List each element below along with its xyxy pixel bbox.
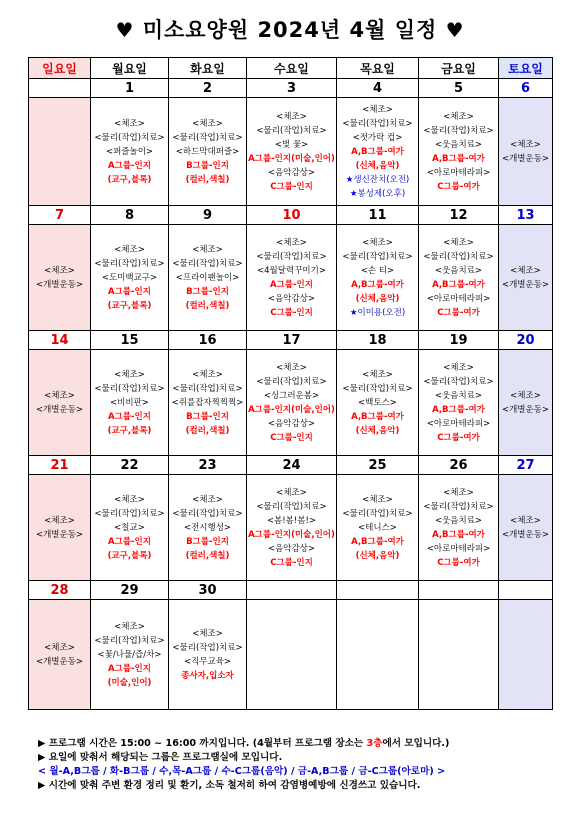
date-row — [29, 206, 553, 225]
date-number: 20 — [499, 331, 553, 350]
schedule-entry: (컬러,색칠) — [185, 425, 230, 436]
schedule-entry: <체조> — [443, 237, 474, 248]
date-number: 15 — [91, 331, 169, 350]
schedule-entry: <물리(작업)치료> — [94, 508, 165, 519]
schedule-entry: (미술,인어) — [107, 677, 152, 688]
schedule-entry: <물리(작업)치료> — [94, 132, 165, 143]
schedule-entry: <개별운동> — [501, 153, 550, 164]
schedule-entry: <체조> — [114, 369, 145, 380]
schedule-entry: <체조> — [443, 362, 474, 373]
schedule-entry: <체조> — [44, 515, 75, 526]
date-number: 24 — [247, 456, 337, 475]
schedule-entry: ★이미용(오전) — [349, 307, 406, 318]
schedule-entry: <물리(작업)치료> — [423, 501, 494, 512]
schedule-entry: ★봉성제(오후) — [349, 188, 406, 199]
schedule-entry: <물리(작업)치료> — [172, 508, 243, 519]
schedule-entry: <직무교육> — [183, 656, 232, 667]
schedule-entry: A그룹-인지 — [108, 286, 151, 297]
schedule-entry: <물리(작업)치료> — [342, 251, 413, 262]
schedule-entry: C그룹-인지 — [270, 181, 313, 192]
date-number: 10 — [247, 206, 337, 225]
schedule-entry: A,B그룹-여가 — [351, 411, 404, 422]
schedule-cell — [247, 600, 337, 710]
schedule-entry: <물리(작업)치료> — [342, 383, 413, 394]
schedule-entry: <개별운동> — [35, 279, 84, 290]
schedule-entry: (교구,블록) — [107, 174, 152, 185]
schedule-entry: C그룹-인지 — [270, 557, 313, 568]
schedule-entry: <테니스> — [358, 522, 397, 533]
schedule-entry: (신체,음악) — [355, 425, 400, 436]
date-number: 3 — [247, 79, 337, 98]
date-number: 13 — [499, 206, 553, 225]
schedule-entry: <물리(작업)치료> — [423, 376, 494, 387]
date-number: 23 — [169, 456, 247, 475]
schedule-row — [29, 98, 553, 206]
schedule-entry: C그룹-인지 — [270, 307, 313, 318]
note-line — [38, 737, 558, 751]
date-number: 17 — [247, 331, 337, 350]
schedule-entry: <봄!봄!봄!> — [266, 515, 317, 526]
schedule-entry: <물리(작업)치료> — [256, 501, 327, 512]
schedule-entry: <음악감상> — [267, 418, 316, 429]
schedule-cell — [419, 98, 499, 206]
schedule-entry: B그룹-인지 — [186, 411, 229, 422]
schedule-entry: <체조> — [510, 390, 541, 401]
schedule-entry: C그룹-인지 — [270, 432, 313, 443]
schedule-cell — [499, 475, 553, 581]
schedule-entry: <젓가락 컵> — [352, 132, 403, 143]
schedule-entry: <개별운동> — [35, 656, 84, 667]
schedule-cell — [91, 475, 169, 581]
schedule-cell — [337, 475, 419, 581]
schedule-entry: <칠교> — [114, 522, 145, 533]
schedule-entry: <전시행성> — [183, 522, 232, 533]
schedule-entry: A그룹-인지 — [108, 536, 151, 547]
schedule-entry: <아로마테라피> — [426, 543, 491, 554]
weekday-header-row — [29, 58, 553, 79]
schedule-entry: (컬러,색칠) — [185, 550, 230, 561]
note-line: ▶ 요일에 맞춰서 해당되는 그룹은 프로그램실에 모입니다. — [38, 752, 283, 763]
schedule-entry: <물리(작업)치료> — [172, 642, 243, 653]
schedule-entry: <체조> — [44, 642, 75, 653]
schedule-entry: (교구,블록) — [107, 300, 152, 311]
schedule-cell — [419, 600, 499, 710]
schedule-entry: <퍼즐놀이> — [105, 146, 154, 157]
weekday-saturday: 토요일 — [499, 58, 553, 79]
schedule-entry: <개별운동> — [501, 279, 550, 290]
schedule-entry: (신체,음악) — [355, 550, 400, 561]
calendar-table — [28, 57, 553, 710]
schedule-entry: <물리(작업)치료> — [342, 118, 413, 129]
schedule-cell — [337, 350, 419, 456]
schedule-cell — [247, 350, 337, 456]
schedule-cell — [419, 475, 499, 581]
weekday-tuesday: 화요일 — [169, 58, 247, 79]
heart-icon: ♥ — [115, 18, 135, 42]
schedule-cell — [29, 350, 91, 456]
schedule-entry: <체조> — [276, 237, 307, 248]
schedule-entry: B그룹-인지 — [186, 160, 229, 171]
schedule-entry: A그룹-인지 — [108, 160, 151, 171]
date-number: 19 — [419, 331, 499, 350]
schedule-entry: ★생신잔치(오전) — [345, 174, 410, 185]
schedule-entry: <꽃/나물/즙/차> — [97, 649, 162, 660]
date-number: 6 — [499, 79, 553, 98]
schedule-entry: <물리(작업)치료> — [94, 383, 165, 394]
schedule-cell — [247, 225, 337, 331]
schedule-cell — [169, 225, 247, 331]
schedule-cell — [337, 98, 419, 206]
date-row — [29, 79, 553, 98]
schedule-entry: <물리(작업)치료> — [94, 258, 165, 269]
schedule-cell — [419, 225, 499, 331]
schedule-cell — [91, 600, 169, 710]
schedule-entry: <체조> — [362, 494, 393, 505]
schedule-entry: B그룹-인지 — [186, 286, 229, 297]
schedule-cell — [337, 600, 419, 710]
date-number — [247, 581, 337, 600]
date-number: 28 — [29, 581, 91, 600]
schedule-row — [29, 475, 553, 581]
date-number: 2 — [169, 79, 247, 98]
schedule-entry: <체조> — [114, 621, 145, 632]
date-number: 11 — [337, 206, 419, 225]
schedule-cell — [169, 98, 247, 206]
schedule-entry: <체조> — [276, 111, 307, 122]
schedule-entry: A그룹-인지 — [108, 411, 151, 422]
schedule-entry: <물리(작업)치료> — [256, 376, 327, 387]
weekday-friday: 금요일 — [419, 58, 499, 79]
schedule-entry: <물리(작업)치료> — [423, 125, 494, 136]
schedule-entry: <물리(작업)치료> — [172, 383, 243, 394]
schedule-entry: <백토스> — [358, 397, 397, 408]
note-group-schedule: < 월-A,B그룹 / 화-B그룹 / 수,목-A그룹 / 수-C그룹(음악) / 금-A,B그룹 / 금-C그룹(아로마) > — [38, 766, 446, 777]
schedule-entry: <개별운동> — [501, 404, 550, 415]
schedule-entry: <체조> — [192, 494, 223, 505]
weekday-wednesday: 수요일 — [247, 58, 337, 79]
schedule-entry: <음악감상> — [267, 543, 316, 554]
schedule-cell — [419, 350, 499, 456]
schedule-entry: <물리(작업)치료> — [342, 508, 413, 519]
schedule-entry: <체조> — [362, 104, 393, 115]
schedule-entry: A,B그룹-여가 — [351, 146, 404, 157]
schedule-cell — [91, 350, 169, 456]
date-row — [29, 581, 553, 600]
schedule-cell — [29, 98, 91, 206]
schedule-entry: <물리(작업)치료> — [172, 258, 243, 269]
schedule-entry: <싱그러운봄> — [263, 390, 320, 401]
schedule-entry: (컬러,색칠) — [185, 300, 230, 311]
schedule-entry: <체조> — [362, 237, 393, 248]
heart-icon: ♥ — [445, 18, 465, 42]
schedule-entry: <쥐를잡자찍찍찍> — [171, 397, 244, 408]
schedule-cell — [499, 98, 553, 206]
date-number: 21 — [29, 456, 91, 475]
note-floor: 3층 — [366, 738, 383, 749]
schedule-entry: A,B그룹-여가 — [432, 279, 485, 290]
date-number: 30 — [169, 581, 247, 600]
schedule-entry: <체조> — [44, 390, 75, 401]
schedule-entry: <체조> — [192, 369, 223, 380]
date-row — [29, 456, 553, 475]
date-number: 25 — [337, 456, 419, 475]
date-number: 8 — [91, 206, 169, 225]
schedule-entry: <체조> — [192, 244, 223, 255]
schedule-entry: A그룹-인지(미술,인어) — [248, 529, 335, 540]
schedule-entry: (신체,음악) — [355, 160, 400, 171]
schedule-entry: <손 티> — [360, 265, 395, 276]
schedule-entry: (교구,블록) — [107, 425, 152, 436]
schedule-entry: <웃음치료> — [434, 265, 483, 276]
schedule-entry: <물리(작업)치료> — [256, 125, 327, 136]
schedule-entry: <물리(작업)치료> — [256, 251, 327, 262]
schedule-entry: C그룹-여가 — [437, 307, 480, 318]
date-number: 22 — [91, 456, 169, 475]
date-number — [499, 581, 553, 600]
schedule-cell — [247, 475, 337, 581]
note-text: ▶ 프로그램 시간은 15:00 ~ 16:00 까지입니다. (4월부터 프로그램 장소는 — [38, 738, 367, 749]
schedule-entry: <체조> — [114, 244, 145, 255]
schedule-entry: <벚 꽃> — [274, 139, 309, 150]
schedule-entry: <프라이팬놀이> — [175, 272, 240, 283]
schedule-entry: A그룹-인지(미술,인어) — [248, 153, 335, 164]
schedule-entry: <웃음치료> — [434, 139, 483, 150]
date-number — [419, 581, 499, 600]
schedule-entry: A,B그룹-여가 — [432, 153, 485, 164]
schedule-entry: <개별운동> — [35, 529, 84, 540]
schedule-entry: <체조> — [510, 139, 541, 150]
schedule-entry: <체조> — [276, 362, 307, 373]
schedule-entry: C그룹-여가 — [437, 181, 480, 192]
schedule-entry: C그룹-여가 — [437, 432, 480, 443]
date-number: 12 — [419, 206, 499, 225]
schedule-entry: 종사자,입소자 — [181, 670, 234, 681]
schedule-cell — [169, 600, 247, 710]
schedule-entry: A,B그룹-여가 — [432, 529, 485, 540]
schedule-entry: <물리(작업)치료> — [94, 635, 165, 646]
schedule-cell — [29, 600, 91, 710]
schedule-cell — [91, 98, 169, 206]
weekday-sunday: 일요일 — [29, 58, 91, 79]
schedule-cell — [91, 225, 169, 331]
schedule-entry: <도미백교구> — [101, 272, 158, 283]
schedule-entry: <체조> — [443, 111, 474, 122]
schedule-entry: <개별운동> — [35, 404, 84, 415]
date-number: 27 — [499, 456, 553, 475]
schedule-entry: <체조> — [192, 628, 223, 639]
title-text: 미소요양원 2024년 4월 일정 — [142, 18, 438, 42]
schedule-cell — [499, 600, 553, 710]
schedule-entry: <체조> — [362, 369, 393, 380]
schedule-entry: <체조> — [276, 487, 307, 498]
date-number: 7 — [29, 206, 91, 225]
schedule-cell — [29, 225, 91, 331]
schedule-entry: A,B그룹-여가 — [432, 404, 485, 415]
date-number: 18 — [337, 331, 419, 350]
schedule-entry: (교구,블록) — [107, 550, 152, 561]
schedule-entry: (신체,음악) — [355, 293, 400, 304]
schedule-entry: C그룹-여가 — [437, 557, 480, 568]
schedule-entry: <웃음치료> — [434, 515, 483, 526]
date-number — [29, 79, 91, 98]
schedule-entry: <비비판> — [110, 397, 149, 408]
date-number: 1 — [91, 79, 169, 98]
schedule-row — [29, 600, 553, 710]
schedule-entry: <물리(작업)치료> — [423, 251, 494, 262]
schedule-entry: <음악감상> — [267, 167, 316, 178]
schedule-entry: <아로마테라피> — [426, 418, 491, 429]
date-number — [337, 581, 419, 600]
date-number: 4 — [337, 79, 419, 98]
weekday-monday: 월요일 — [91, 58, 169, 79]
schedule-entry: <개별운동> — [501, 529, 550, 540]
schedule-cell — [337, 225, 419, 331]
schedule-cell — [169, 350, 247, 456]
schedule-entry: <체조> — [510, 265, 541, 276]
schedule-entry: <웃음치료> — [434, 390, 483, 401]
date-number: 14 — [29, 331, 91, 350]
date-number: 9 — [169, 206, 247, 225]
schedule-cell — [29, 475, 91, 581]
schedule-entry: A,B그룹-여가 — [351, 279, 404, 290]
schedule-entry: <아로마테라피> — [426, 167, 491, 178]
date-number: 29 — [91, 581, 169, 600]
schedule-cell — [499, 225, 553, 331]
schedule-entry: <4월달력꾸미기> — [257, 265, 326, 276]
schedule-entry: A그룹-인지(미술,인어) — [248, 404, 335, 415]
schedule-entry: A그룹-인지 — [270, 279, 313, 290]
date-number: 26 — [419, 456, 499, 475]
schedule-entry: <아로마테라피> — [426, 293, 491, 304]
schedule-entry: B그룹-인지 — [186, 536, 229, 547]
schedule-entry: (컬러,색칠) — [185, 174, 230, 185]
schedule-entry: A그룹-인지 — [108, 663, 151, 674]
schedule-entry: <물리(작업)치료> — [172, 132, 243, 143]
schedule-row — [29, 350, 553, 456]
schedule-cell — [169, 475, 247, 581]
notes — [38, 737, 558, 793]
schedule-entry: <체조> — [44, 265, 75, 276]
schedule-entry: <하드막대퍼즐> — [175, 146, 240, 157]
schedule-entry: A,B그룹-여가 — [351, 536, 404, 547]
schedule-entry: <체조> — [443, 487, 474, 498]
schedule-cell — [247, 98, 337, 206]
schedule-entry: <체조> — [510, 515, 541, 526]
note-line: ▶ 시간에 맞춰 주변 환경 정리 및 환기, 소독 철저히 하여 감염병예방에 신경쓰고 있습니다. — [38, 780, 421, 791]
date-number: 5 — [419, 79, 499, 98]
schedule-entry: <체조> — [192, 118, 223, 129]
weekday-thursday: 목요일 — [337, 58, 419, 79]
page-title — [0, 14, 580, 44]
schedule-entry: <음악감상> — [267, 293, 316, 304]
note-text: 에서 모입니다.) — [382, 738, 450, 749]
schedule-cell — [499, 350, 553, 456]
schedule-entry: <체조> — [114, 118, 145, 129]
schedule-entry: <체조> — [114, 494, 145, 505]
date-number: 16 — [169, 331, 247, 350]
date-row — [29, 331, 553, 350]
schedule-row — [29, 225, 553, 331]
